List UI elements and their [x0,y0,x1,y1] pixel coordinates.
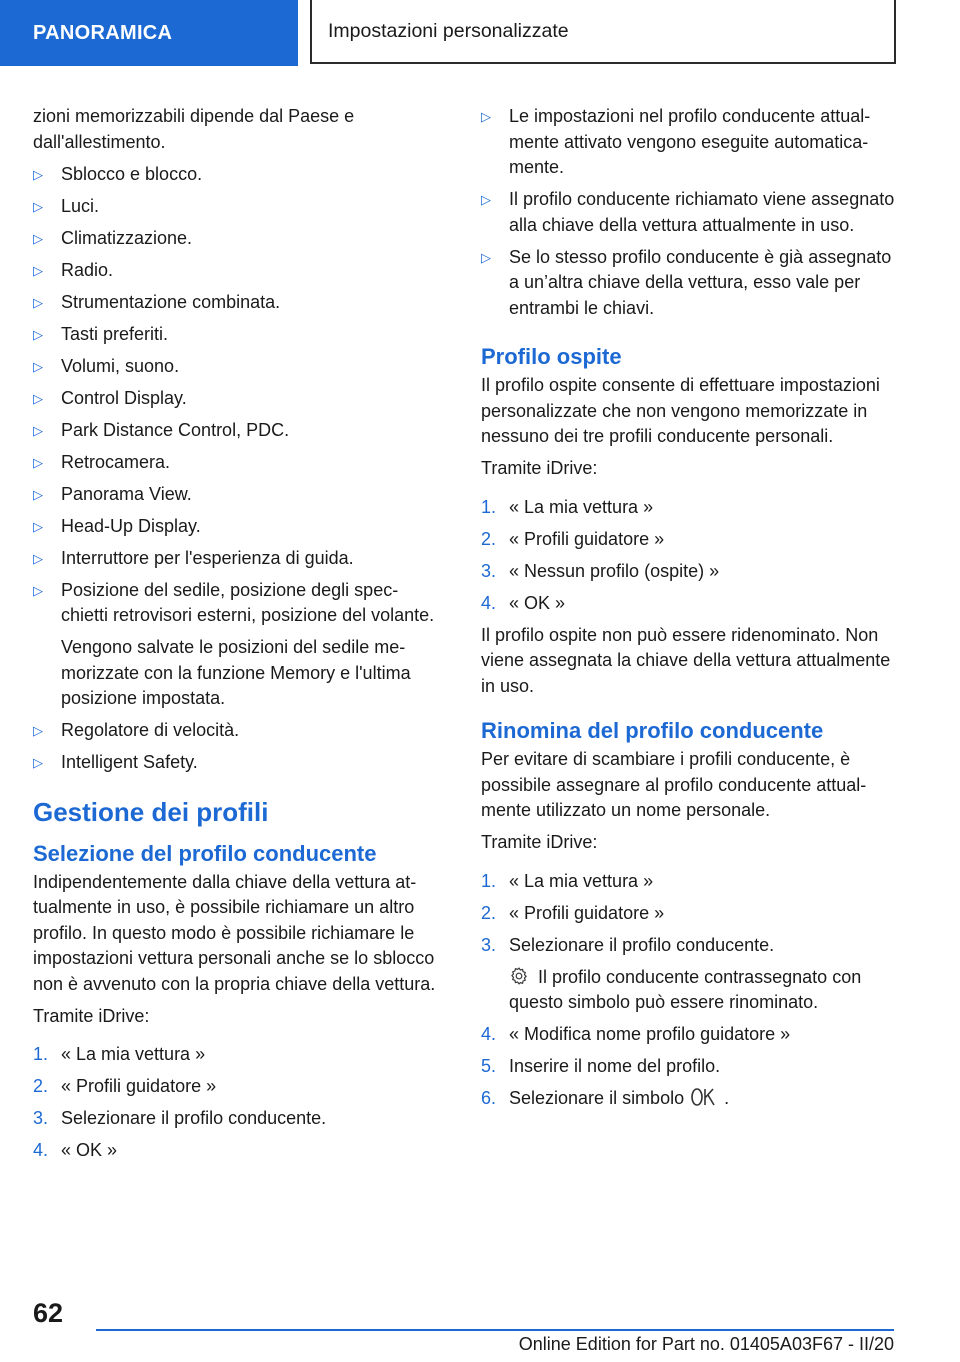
bullet-subtext: Vengono salvate le posizioni del sedile memorizzate con la funzione Memory e l'ultima posizione impostata. [61,637,411,708]
footer-edition: Online Edition for Part no. 01405A03F67 - II/20 [518,1334,894,1354]
idrive-label: Tramite iDrive: [481,458,598,478]
gear-icon [509,966,529,986]
triangle-right-icon: ▷ [33,550,43,566]
triangle-right-icon: ▷ [33,294,43,310]
list-item: 4. « OK » [481,592,566,613]
triangle-right-icon: ▷ [33,755,43,770]
page-number: 62 [33,1298,64,1328]
chapter-title: Impostazioni personalizzate [310,0,896,64]
bullet-item: ▷ Volumi, suono. [33,354,438,380]
bullet-item: ▷ Panorama View. [33,482,438,508]
bullet-item: ▷ Le impostazioni nel profilo conducente attualmente attivato vengono eseguite automaticamente. [481,106,871,177]
bullet-item: ▷ Tasti preferiti. [33,322,438,348]
triangle-right-icon: ▷ [481,109,491,124]
triangle-right-icon: ▷ [481,249,491,265]
list-item: 2. « Profili guidatore » [481,902,665,923]
section-heading: Gestione dei profili [33,796,269,827]
triangle-right-icon: ▷ [33,486,43,502]
section-tab: PANORAMICA [0,0,298,66]
bullet-item: ▷ Park Distance Control, PDC. [33,418,438,444]
paragraph: Indipendentemente dalla chiave della vettura attualmente in uso, è possibile richiamare un altro profilo. In questo modo è possibile richiamare le impostazioni vettura personali anche se lo sblocco non è avvenuto con la propria chiave della vettura. [33,871,436,994]
intro-text: zioni memorizzabili dipende dal Paese e dall'allestimento. [33,106,355,152]
bullet-item: ▷ Strumentazione combinata. [33,290,438,316]
list-item: 5. Inserire il nome del profilo. [481,1056,721,1076]
subsection-heading: Selezione del profilo conducente [33,840,377,866]
triangle-right-icon: ▷ [33,723,43,738]
triangle-right-icon: ▷ [33,422,43,438]
triangle-right-icon: ▷ [33,262,43,278]
list-item: 3. « Nessun profilo (ospite) » [481,560,720,581]
subsection-heading-guest: Profilo ospite [481,344,622,369]
list-item: 1. « La mia vettura » [481,496,654,517]
triangle-right-icon: ▷ [33,518,43,534]
bullet-item: ▷ Climatizzazione. [33,226,438,252]
left-column [33,104,438,1170]
triangle-right-icon: ▷ [481,192,491,207]
bullet-item: ▷ Retrocamera. [33,450,438,476]
page-header [0,0,960,66]
right-column [481,104,896,1118]
triangle-right-icon: ▷ [33,230,43,246]
list-item: 1. « La mia vettura » [481,870,654,891]
triangle-right-icon: ▷ [33,326,43,342]
triangle-right-icon: ▷ [33,358,43,374]
list-item: 3. Selezionare il profilo conducente. [33,1108,327,1128]
bullet-item: ▷ Posizione del sedile, posizione degli specchietti retrovisori esterni, posizione del volante. [33,579,435,625]
bullet-item: ▷ Il profilo conducente richiamato viene assegnato alla chiave della vettura attualmente in uso. [481,189,895,235]
step-note: Il profilo conducente contrassegnato con questo simbolo può essere rinominato. [509,966,862,1012]
paragraph: Il profilo ospite consente di effettuare impostazioni personalizzate che non vengono memorizzate in nessuno dei tre profili conducente personali. [481,375,880,446]
list-item: 6. Selezionare il simbolo . [481,1088,730,1108]
subsection-heading-rename: Rinomina del profilo conducente [481,718,824,743]
bullet-item: ▷ Regolatore di velocità. [33,718,438,744]
footer-divider [96,1329,894,1331]
bullet-item: ▷ Head-Up Display. [33,514,438,540]
paragraph: Il profilo ospite non può essere ridenominato. Non viene assegnata la chiave della vettura attualmente in uso. [481,624,891,696]
triangle-right-icon: ▷ [33,582,43,598]
list-item: 2. « Profili guidatore » [33,1076,217,1096]
bullet-item: ▷ Interruttore per l'esperienza di guida. [33,546,438,572]
list-item: 2. « Profili guidatore » [481,528,665,549]
list-item: 1. « La mia vettura » [33,1044,206,1064]
triangle-right-icon: ▷ [33,390,43,406]
bullet-item: ▷ Intelligent Safety. [33,750,438,776]
bullet-item: ▷ Control Display. [33,386,438,412]
triangle-right-icon: ▷ [33,198,43,214]
bullet-item: ▷ Luci. [33,194,438,220]
bullet-item: ▷ Radio. [33,258,438,284]
triangle-right-icon: ▷ [33,166,43,182]
idrive-label: Tramite iDrive: [481,832,598,852]
triangle-right-icon: ▷ [33,454,43,470]
ok-symbol-icon [690,1087,716,1107]
idrive-label: Tramite iDrive: [33,1005,150,1026]
list-item: 3. Selezionare il profilo conducente. [481,934,775,955]
paragraph: Per evitare di scambiare i profili conducente, è possibile assegnare al profilo conducente attualmente utilizzato un nome personale. [481,749,867,820]
list-item: 4. « Modifica nome profilo guidatore » [481,1024,791,1044]
bullet-item: ▷ Sblocco e blocco. [33,162,438,188]
bullet-item: ▷ Se lo stesso profilo conducente è già assegnato a un’altra chiave della vettura, esso vale per entrambi le chiavi. [481,246,892,318]
list-item: 4. « OK » [33,1140,118,1160]
